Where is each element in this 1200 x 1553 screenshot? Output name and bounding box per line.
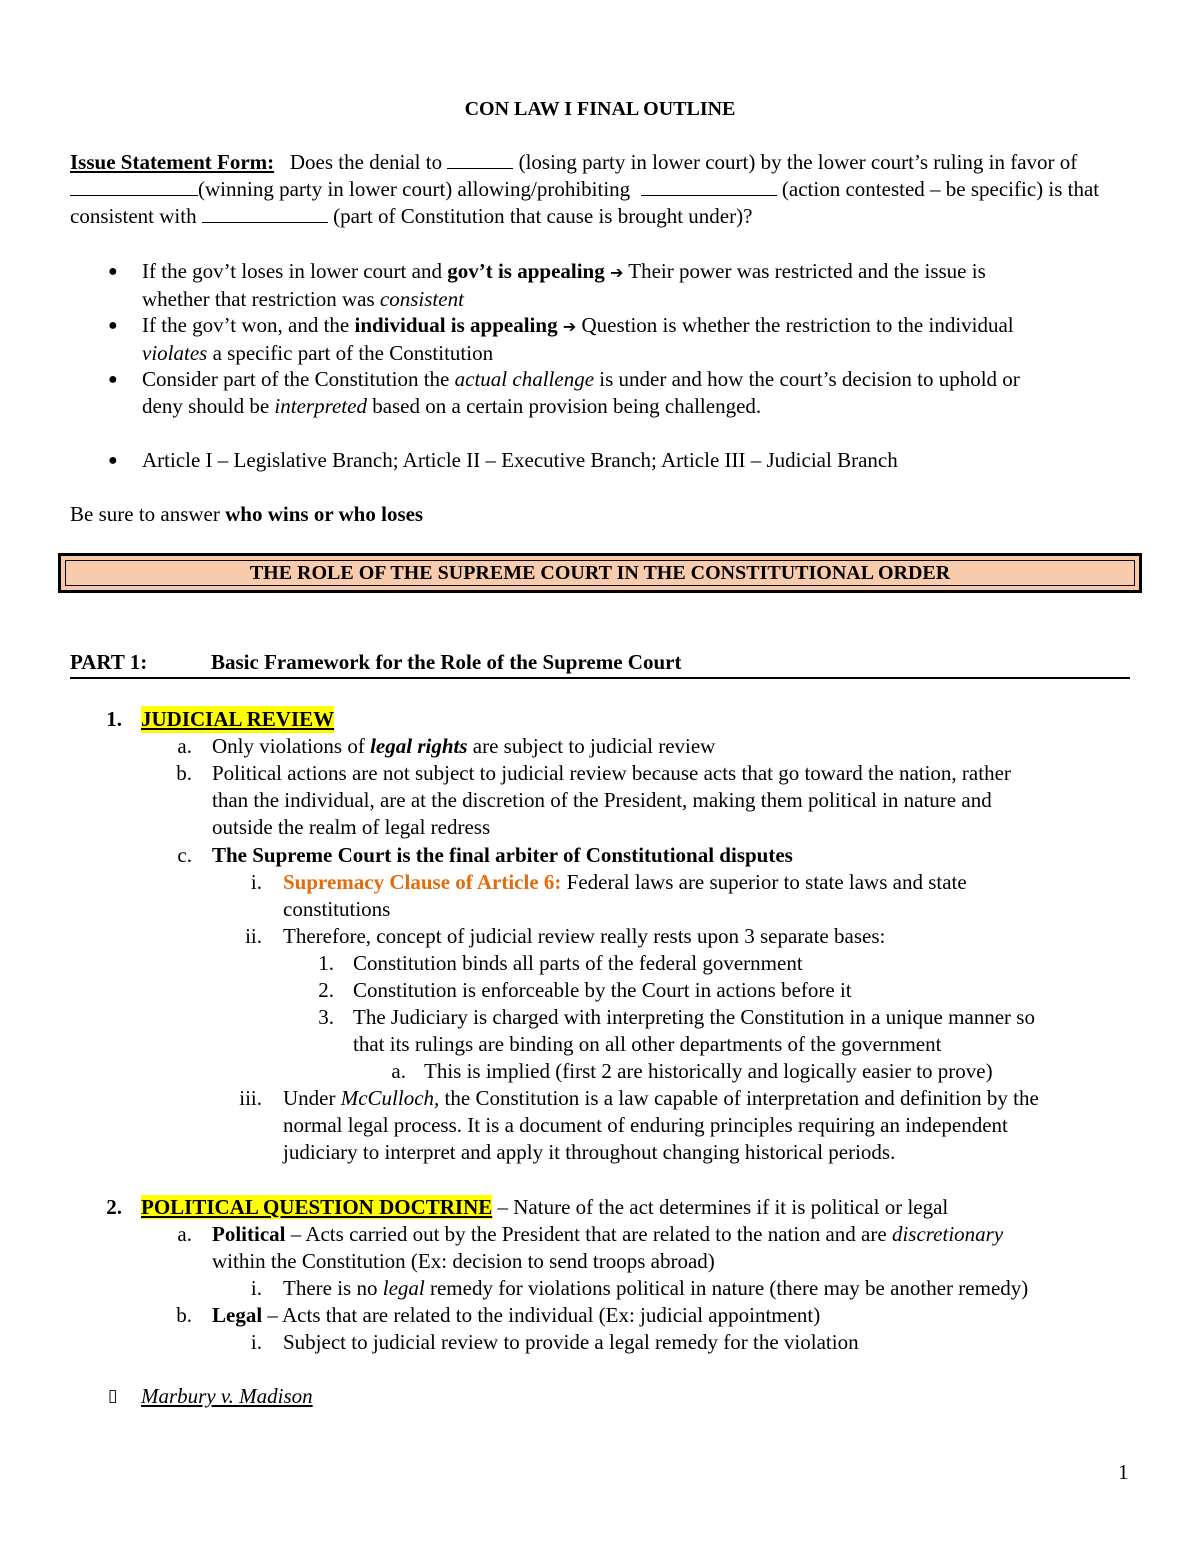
bullet-icon: ● — [108, 317, 118, 334]
arrow-right-icon: ➔ — [610, 263, 624, 282]
bullet-icon: ● — [108, 371, 118, 388]
arrow-right-icon: ➔ — [562, 317, 577, 336]
issue-label: Issue Statement Form: — [70, 150, 275, 174]
bullet-text: Article I – Legislative Branch; Article II – Executive Branch; Article III – Judicial Branch — [142, 448, 898, 472]
issue-text-1: Does the denial to — [289, 150, 443, 174]
case-name: Marbury v. Madison — [141, 1384, 313, 1408]
blank-line — [70, 177, 198, 196]
page-number: 1 — [1118, 1460, 1129, 1484]
bullet-icon: ● — [108, 263, 118, 280]
blank-line — [641, 177, 777, 196]
bullet-text: If the gov’t loses in lower court and gov’t is appealing ➔ Their power was restricted and the issue is whether that restriction was consistent — [142, 259, 986, 311]
part-title: Basic Framework for the Role of the Supreme Court — [211, 650, 682, 674]
section-header-box — [58, 553, 1142, 593]
document-title: CON LAW I FINAL OUTLINE — [464, 98, 736, 120]
blank-line — [202, 204, 328, 223]
section-header-title: THE ROLE OF THE SUPREME COURT IN THE CONSTITUTIONAL ORDER — [65, 560, 1135, 586]
bullet-text: If the gov’t won, and the individual is appealing ➔ Question is whether the restriction to the individual violates a specific part of the Constitution — [142, 313, 1014, 365]
part-1-heading — [70, 649, 1130, 679]
part-label: PART 1: — [70, 650, 148, 674]
case-bullet-icon: ▯ — [108, 1386, 118, 1406]
issue-text-2: (losing party in lower court) by the lower court’s ruling in favor of — [518, 150, 1078, 174]
be-sure-line: Be sure to answer who wins or who loses — [70, 502, 424, 526]
issue-text-3: (winning party in lower court) allowing/prohibiting — [198, 177, 631, 201]
issue-text-4: (action contested – be specific) is that consistent with — [70, 177, 1100, 228]
issue-statement — [70, 149, 1135, 230]
issue-text-5: (part of Constitution that cause is brought under)? — [333, 204, 753, 228]
bullet-icon: ● — [108, 452, 118, 469]
blank-line — [447, 150, 513, 169]
document-page: CON LAW I FINAL OUTLINE Issue Statement Form: Does the denial to (losing party in lower court) by the lower court’s ruling in favor of (winning party in lower court) allowing/prohibiting (action contested – be specific) is that consistent with (part of Constitution that cause is brought under)? ● If the gov’t loses in lower court and gov’t is appealing ➔ Their power was restricted and the issue is whether that restriction was consistent ● If the gov’t won, and the individual is appealing ➔ Question is whether the restriction to the individual violates a specific part of the Constitution ● Consider part of the Constitution the actual challenge is under and how the court’s decision to uphold or deny should be interpreted based on a certain provision being challenged. ● Article I – Legislative Branch; Article II – Executive Branch; Article III – Judicial Branch Be sure to answer who wins or who loses THE ROLE OF THE SUPREME COURT IN THE CONSTITUTIONAL ORDER PART 1: Basic Framework for the Role of the Supreme Court 1. JUDICIAL REVIEW a. Only violations of legal rights are subject to judicial review b. Political actions are not subject to judicial review because acts that go toward the nation, rather than the individual, are at the discretion of the President, making them political in nature and outside the realm of legal redress c. The Supreme Court is the final arbiter of Constitutional disputes i. Supremacy Clause of Article 6: Federal laws are superior to state laws and state constitutions ii. Therefore, concept of judicial review really rests upon 3 separate bases: 1. Constitution binds all parts of the federal government 2. Constitution is enforceable by the Court in actions before it 3. The Judiciary is charged with interpreting the Constitution in a unique manner so that its rulings are binding on all other departments of the government a. This is implied (first 2 are historically and logically easier to prove) iii. Under McCulloch, the Constitution is a law capable of interpretation and definition by the normal legal process. It is a document of enduring principles requiring an independent judiciary to interpret and apply it throughout changing historical periods. 2. POLITICAL QUESTION DOCTRINE – Nature of the act determines if it is political or legal a. Political – Acts carried out by the President that are related to the nation and are discretionary within the Constitution (Ex: decision to send troops abroad) i. There is no legal remedy for violations political in nature (there may be another remedy) b. Legal – Acts that are related to the individual (Ex: judicial appointment) i. Subject to judicial review to provide a legal remedy for the violation ▯ Marbury v. Madison 1 — [0, 0, 1200, 1553]
bullet-text: Consider part of the Constitution the actual challenge is under and how the court’s decision to uphold or deny should be interpreted based on a certain provision being challenged. — [142, 367, 1020, 418]
